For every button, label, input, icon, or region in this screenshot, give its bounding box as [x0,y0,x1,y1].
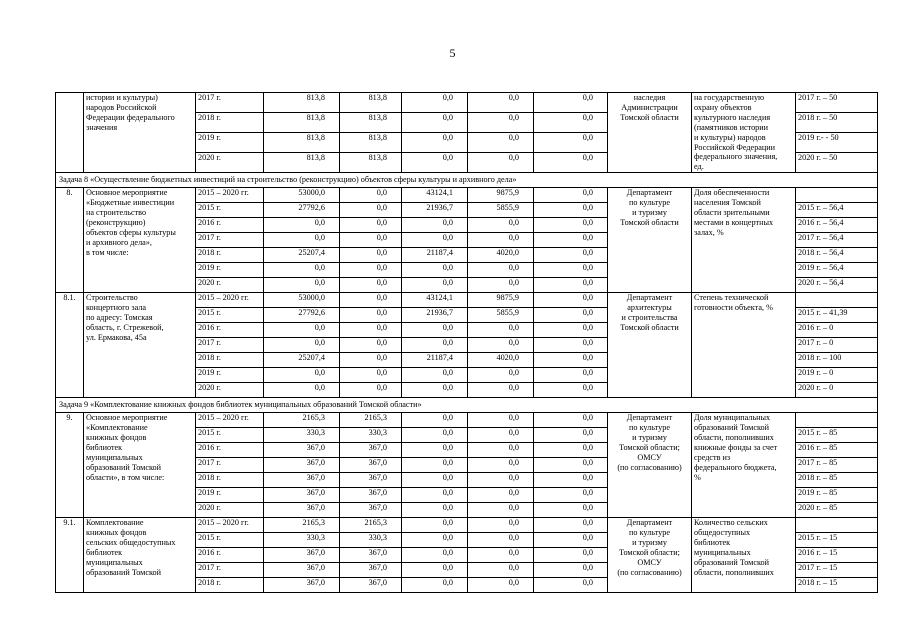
year-cell: 2016 г. [196,218,264,233]
federal-cell: 0,0 [340,188,402,203]
indicator-name-cell: Доля муниципальных образований Томской области, пополнивших книжные фонды за счет средств из федерального бюджета, % [692,413,796,518]
total-cell: 0,0 [264,263,340,278]
other-cell: 0,0 [534,473,608,488]
indicator-value-cell: 2018 г. – 15 [796,578,878,593]
other-cell: 0,0 [534,368,608,383]
year-cell: 2018 г. [196,113,264,133]
total-cell: 813,8 [264,113,340,133]
year-cell: 2019 г. [196,368,264,383]
regional-cell: 21187,4 [402,353,468,368]
indicator-value-cell: 2015 г. – 41,39 [796,308,878,323]
year-cell: 2018 г. [196,353,264,368]
federal-cell: 0,0 [340,353,402,368]
year-cell: 2015 – 2020 гг. [196,188,264,203]
federal-cell: 0,0 [340,338,402,353]
total-cell: 367,0 [264,563,340,578]
total-cell: 813,8 [264,153,340,173]
total-cell: 367,0 [264,503,340,518]
other-cell: 0,0 [534,153,608,173]
regional-cell: 43124,1 [402,188,468,203]
other-cell: 0,0 [534,488,608,503]
year-cell: 2016 г. [196,548,264,563]
federal-cell: 0,0 [340,323,402,338]
indicator-value-cell [796,188,878,203]
regional-cell: 0,0 [402,93,468,113]
year-cell: 2020 г. [196,383,264,398]
regional-cell: 43124,1 [402,293,468,308]
table-row [56,518,878,533]
indicator-value-cell: 2015 г. – 15 [796,533,878,548]
regional-cell: 0,0 [402,368,468,383]
activity-name-cell: Строительство концертного зала по адресу: Томская область, г. Стрежевой, ул. Ермакова, 45а [84,293,196,398]
federal-cell: 367,0 [340,548,402,563]
task-heading: Задача 9 «Комплектование книжных фондов библиотек муниципальных образований Томской области» [56,398,878,413]
federal-cell: 813,8 [340,113,402,133]
other-cell: 0,0 [534,563,608,578]
federal-cell: 0,0 [340,233,402,248]
regional-cell: 21936,7 [402,203,468,218]
year-cell: 2018 г. [196,248,264,263]
indicator-value-cell: 2018 г. – 100 [796,353,878,368]
year-cell: 2015 г. [196,308,264,323]
year-cell: 2020 г. [196,153,264,173]
local-cell: 0,0 [468,548,534,563]
local-cell: 0,0 [468,133,534,153]
table-row [56,413,878,428]
indicator-value-cell: 2020 г. – 85 [796,503,878,518]
local-cell: 0,0 [468,338,534,353]
other-cell: 0,0 [534,233,608,248]
year-cell: 2017 г. [196,233,264,248]
year-cell: 2017 г. [196,93,264,113]
task-row [56,398,878,413]
other-cell: 0,0 [534,248,608,263]
local-cell: 0,0 [468,278,534,293]
year-cell: 2019 г. [196,263,264,278]
total-cell: 367,0 [264,443,340,458]
federal-cell: 367,0 [340,458,402,473]
total-cell: 367,0 [264,578,340,593]
program-table [55,92,878,593]
indicator-value-cell: 2020 г. – 50 [796,153,878,173]
federal-cell: 0,0 [340,203,402,218]
local-cell: 0,0 [468,233,534,248]
local-cell: 0,0 [468,578,534,593]
total-cell: 0,0 [264,323,340,338]
regional-cell: 0,0 [402,133,468,153]
total-cell: 0,0 [264,338,340,353]
indicator-value-cell: 2018 г. – 50 [796,113,878,133]
regional-cell: 21936,7 [402,308,468,323]
other-cell: 0,0 [534,323,608,338]
local-cell: 0,0 [468,113,534,133]
regional-cell: 0,0 [402,323,468,338]
other-cell: 0,0 [534,308,608,323]
year-cell: 2019 г. [196,133,264,153]
other-cell: 0,0 [534,443,608,458]
regional-cell: 0,0 [402,413,468,428]
other-cell: 0,0 [534,413,608,428]
regional-cell: 0,0 [402,338,468,353]
year-cell: 2015 – 2020 гг. [196,518,264,533]
year-cell: 2017 г. [196,338,264,353]
task-row [56,173,878,188]
executor-cell: Департамент по культуре и туризму Томской области [608,188,692,293]
federal-cell: 367,0 [340,578,402,593]
other-cell: 0,0 [534,383,608,398]
indicator-value-cell: 2019 г. – 85 [796,488,878,503]
row-number-cell: 9.1. [56,518,84,593]
local-cell: 0,0 [468,563,534,578]
total-cell: 0,0 [264,218,340,233]
federal-cell: 367,0 [340,443,402,458]
federal-cell: 330,3 [340,533,402,548]
federal-cell: 0,0 [340,263,402,278]
local-cell: 0,0 [468,443,534,458]
total-cell: 27792,6 [264,308,340,323]
local-cell: 5855,9 [468,308,534,323]
federal-cell: 0,0 [340,383,402,398]
local-cell: 0,0 [468,323,534,338]
row-number-cell: 9. [56,413,84,518]
year-cell: 2018 г. [196,578,264,593]
regional-cell: 0,0 [402,113,468,133]
federal-cell: 0,0 [340,368,402,383]
federal-cell: 0,0 [340,293,402,308]
regional-cell: 0,0 [402,473,468,488]
indicator-value-cell: 2019 г. – 0 [796,368,878,383]
local-cell: 0,0 [468,263,534,278]
local-cell: 0,0 [468,533,534,548]
local-cell: 4020,0 [468,353,534,368]
year-cell: 2015 г. [196,203,264,218]
regional-cell: 0,0 [402,533,468,548]
local-cell: 0,0 [468,488,534,503]
federal-cell: 813,8 [340,93,402,113]
federal-cell: 330,3 [340,428,402,443]
total-cell: 0,0 [264,383,340,398]
indicator-value-cell: 2015 г. – 56,4 [796,203,878,218]
total-cell: 367,0 [264,458,340,473]
total-cell: 2165,3 [264,413,340,428]
total-cell: 330,3 [264,533,340,548]
indicator-name-cell: Количество сельских общедоступных библиотек муниципальных образований Томской области, пополнивших [692,518,796,593]
year-cell: 2020 г. [196,503,264,518]
total-cell: 367,0 [264,548,340,563]
executor-cell: Департамент по культуре и туризму Томской области; ОМСУ (по согласованию) [608,413,692,518]
table-row [56,188,878,203]
year-cell: 2017 г. [196,563,264,578]
activity-name-cell: Комплектование книжных фондов сельских общедоступных библиотек муниципальных образований Томской [84,518,196,593]
local-cell: 0,0 [468,473,534,488]
indicator-value-cell: 2020 г. – 56,4 [796,278,878,293]
local-cell: 0,0 [468,93,534,113]
regional-cell: 0,0 [402,233,468,248]
year-cell: 2015 г. [196,428,264,443]
indicator-name-cell: Степень технической готовности объекта, % [692,293,796,398]
indicator-value-cell: 2015 г. – 85 [796,428,878,443]
local-cell: 0,0 [468,458,534,473]
local-cell: 0,0 [468,368,534,383]
regional-cell: 0,0 [402,458,468,473]
row-number-cell: 8. [56,188,84,293]
regional-cell: 0,0 [402,443,468,458]
year-cell: 2018 г. [196,473,264,488]
indicator-value-cell: 2019 г. – 56,4 [796,263,878,278]
federal-cell: 367,0 [340,503,402,518]
local-cell: 0,0 [468,518,534,533]
indicator-value-cell: 2017 г. – 85 [796,458,878,473]
other-cell: 0,0 [534,518,608,533]
total-cell: 25207,4 [264,248,340,263]
federal-cell: 2165,3 [340,518,402,533]
regional-cell: 0,0 [402,548,468,563]
regional-cell: 0,0 [402,578,468,593]
page-number: 5 [449,46,456,60]
executor-cell: наследия Администрации Томской области [608,93,692,173]
local-cell: 0,0 [468,383,534,398]
other-cell: 0,0 [534,93,608,113]
total-cell: 53000,0 [264,293,340,308]
indicator-value-cell: 2017 г. – 15 [796,563,878,578]
regional-cell: 0,0 [402,278,468,293]
local-cell: 5855,9 [468,203,534,218]
total-cell: 25207,4 [264,353,340,368]
row-number-cell [56,93,84,173]
regional-cell: 0,0 [402,383,468,398]
other-cell: 0,0 [534,113,608,133]
year-cell: 2015 – 2020 гг. [196,413,264,428]
federal-cell: 0,0 [340,248,402,263]
local-cell: 0,0 [468,503,534,518]
year-cell: 2020 г. [196,278,264,293]
indicator-value-cell: 2019 г.- - 50 [796,133,878,153]
indicator-value-cell: 2017 г. – 0 [796,338,878,353]
local-cell: 9875,9 [468,293,534,308]
federal-cell: 2165,3 [340,413,402,428]
activity-name-cell: истории и культуры) народов Российской Федерации федерального значения [84,93,196,173]
other-cell: 0,0 [534,428,608,443]
regional-cell: 0,0 [402,563,468,578]
indicator-value-cell: 2016 г. – 0 [796,323,878,338]
executor-cell: Департамент по культуре и туризму Томской области; ОМСУ (по согласованию) [608,518,692,593]
federal-cell: 367,0 [340,473,402,488]
indicator-value-cell [796,293,878,308]
indicator-value-cell: 2016 г. – 56,4 [796,218,878,233]
other-cell: 0,0 [534,188,608,203]
total-cell: 2165,3 [264,518,340,533]
indicator-value-cell: 2017 г. – 56,4 [796,233,878,248]
other-cell: 0,0 [534,503,608,518]
year-cell: 2015 – 2020 гг. [196,293,264,308]
total-cell: 0,0 [264,368,340,383]
activity-name-cell: Основное мероприятие «Комплектование книжных фондов библиотек муниципальных образований Томской области», в том числе: [84,413,196,518]
local-cell: 0,0 [468,413,534,428]
other-cell: 0,0 [534,293,608,308]
other-cell: 0,0 [534,548,608,563]
year-cell: 2015 г. [196,533,264,548]
regional-cell: 0,0 [402,428,468,443]
indicator-value-cell: 2016 г. – 85 [796,443,878,458]
indicator-name-cell: на государственную охрану объектов культурного наследия (памятников истории и культуры) народов Российской Федерации федерального значения, ед. [692,93,796,173]
federal-cell: 367,0 [340,488,402,503]
other-cell: 0,0 [534,218,608,233]
indicator-value-cell [796,518,878,533]
other-cell: 0,0 [534,203,608,218]
federal-cell: 0,0 [340,278,402,293]
other-cell: 0,0 [534,278,608,293]
indicator-value-cell: 2020 г. – 0 [796,383,878,398]
regional-cell: 21187,4 [402,248,468,263]
local-cell: 0,0 [468,428,534,443]
total-cell: 27792,6 [264,203,340,218]
federal-cell: 813,8 [340,153,402,173]
local-cell: 0,0 [468,153,534,173]
local-cell: 4020,0 [468,248,534,263]
other-cell: 0,0 [534,263,608,278]
indicator-value-cell: 2016 г. – 15 [796,548,878,563]
local-cell: 0,0 [468,218,534,233]
federal-cell: 0,0 [340,218,402,233]
regional-cell: 0,0 [402,518,468,533]
indicator-name-cell: Доля обеспеченности населения Томской области зрительными местами в концертных залах, % [692,188,796,293]
regional-cell: 0,0 [402,153,468,173]
other-cell: 0,0 [534,533,608,548]
task-heading: Задача 8 «Осуществление бюджетных инвестиций на строительство (реконструкцию) объектов сферы культуры и архивного дела» [56,173,878,188]
other-cell: 0,0 [534,353,608,368]
total-cell: 367,0 [264,488,340,503]
federal-cell: 0,0 [340,308,402,323]
table-row [56,293,878,308]
table-body [56,93,878,593]
regional-cell: 0,0 [402,218,468,233]
federal-cell: 367,0 [340,563,402,578]
table-row [56,93,878,113]
total-cell: 367,0 [264,473,340,488]
regional-cell: 0,0 [402,263,468,278]
total-cell: 813,8 [264,93,340,113]
year-cell: 2017 г. [196,458,264,473]
total-cell: 0,0 [264,278,340,293]
regional-cell: 0,0 [402,488,468,503]
total-cell: 330,3 [264,428,340,443]
year-cell: 2016 г. [196,443,264,458]
local-cell: 9875,9 [468,188,534,203]
other-cell: 0,0 [534,338,608,353]
row-number-cell: 8.1. [56,293,84,398]
year-cell: 2019 г. [196,488,264,503]
indicator-value-cell [796,413,878,428]
indicator-value-cell: 2017 г. – 50 [796,93,878,113]
federal-cell: 813,8 [340,133,402,153]
activity-name-cell: Основное мероприятие «Бюджетные инвестиции на строительство (реконструкцию) объектов сферы культуры и архивного дела», в том числе: [84,188,196,293]
indicator-value-cell: 2018 г. – 56,4 [796,248,878,263]
year-cell: 2016 г. [196,323,264,338]
total-cell: 813,8 [264,133,340,153]
executor-cell: Департамент архитектуры и строительства Томской области [608,293,692,398]
other-cell: 0,0 [534,458,608,473]
total-cell: 0,0 [264,233,340,248]
total-cell: 53000,0 [264,188,340,203]
other-cell: 0,0 [534,133,608,153]
indicator-value-cell: 2018 г. – 85 [796,473,878,488]
regional-cell: 0,0 [402,503,468,518]
other-cell: 0,0 [534,578,608,593]
